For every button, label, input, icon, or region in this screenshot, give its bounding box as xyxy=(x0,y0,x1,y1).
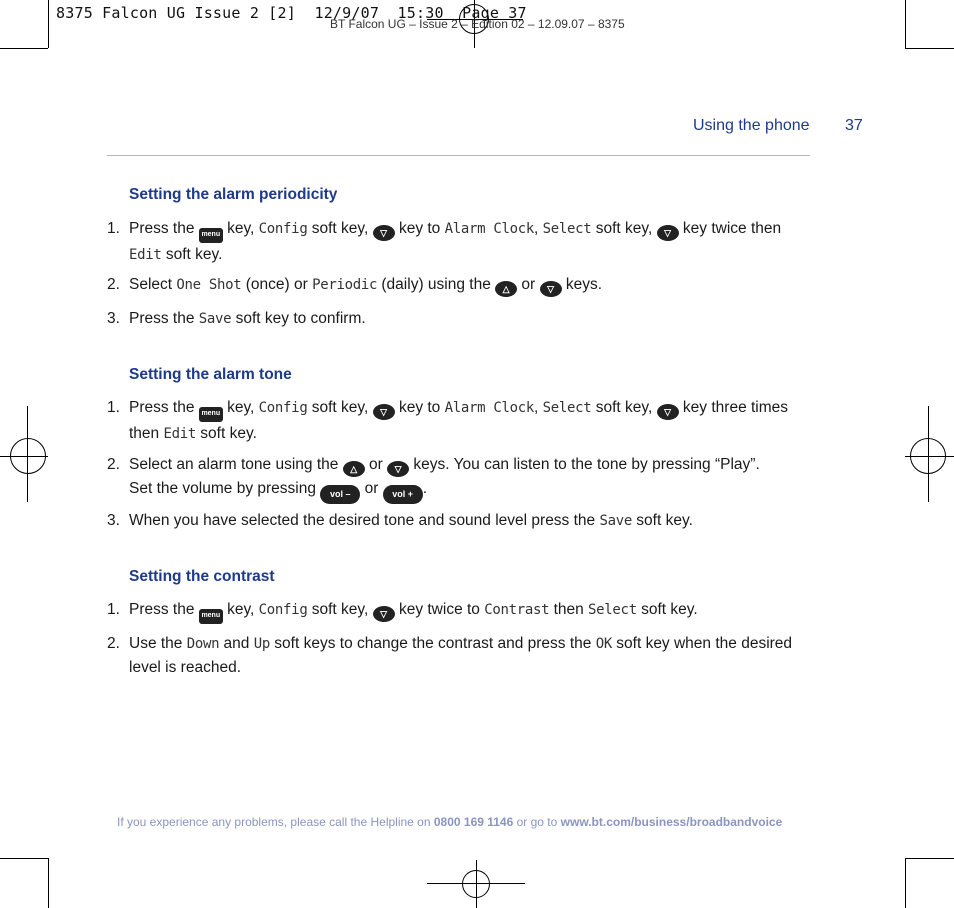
lcd-text: Select xyxy=(542,400,592,416)
down-key-icon: ▽ xyxy=(657,225,679,241)
heading-contrast: Setting the contrast xyxy=(129,568,275,585)
step-text: soft key, xyxy=(307,601,373,618)
step-text: soft key, xyxy=(591,220,657,237)
lcd-text: OK xyxy=(595,636,612,652)
step-text: Select an alarm tone using the xyxy=(129,456,343,473)
lcd-text: Alarm Clock xyxy=(444,400,535,416)
step-text: key, xyxy=(222,220,259,237)
step-tone-1 xyxy=(107,396,817,446)
step-text: key twice to xyxy=(394,601,485,618)
footer-text: If you experience any problems, please call the Helpline on xyxy=(117,815,434,829)
lcd-text: Config xyxy=(258,602,308,618)
down-key-icon: ▽ xyxy=(387,461,409,477)
down-key-icon: ▽ xyxy=(373,606,395,622)
step-number: 3. xyxy=(107,310,120,327)
step-text: soft key. xyxy=(632,512,693,529)
down-key-icon: ▽ xyxy=(373,404,395,420)
crop-mark xyxy=(48,0,49,48)
step-text: soft key, xyxy=(591,399,657,416)
registration-line xyxy=(928,406,929,502)
step-text: or xyxy=(360,480,383,497)
helpline-url: www.bt.com/business/broadbandvoice xyxy=(560,815,783,829)
menu-key-icon: menu xyxy=(199,228,223,243)
step-text: soft key to confirm. xyxy=(231,310,366,327)
step-text: key, xyxy=(222,399,259,416)
up-key-icon: △ xyxy=(495,281,517,297)
lcd-text: Save xyxy=(599,513,632,529)
step-text: soft key, xyxy=(307,220,373,237)
step-text: or xyxy=(517,276,540,293)
step-number: 2. xyxy=(107,635,120,652)
print-slug-secondary: BT Falcon UG – Issue 2 – Edition 02 – 12.09.07 – 8375 xyxy=(330,17,625,31)
step-text: key to xyxy=(394,399,445,416)
menu-key-icon: menu xyxy=(199,407,223,422)
crop-mark xyxy=(0,48,48,49)
step-text: Use the xyxy=(129,635,187,652)
step-text: , xyxy=(534,399,543,416)
registration-line xyxy=(905,456,954,457)
step-text: , xyxy=(534,220,543,237)
crop-mark xyxy=(905,858,954,859)
step-text: key three times then xyxy=(129,399,789,442)
step-text: soft key when the desired level is reached. xyxy=(129,635,793,676)
step-text: soft key, xyxy=(307,399,373,416)
crop-mark xyxy=(905,858,906,908)
step-number: 1. xyxy=(107,601,120,618)
step-tone-2 xyxy=(107,453,817,504)
step-periodicity-1 xyxy=(107,217,817,267)
step-text: soft keys to change the contrast and press the xyxy=(270,635,596,652)
step-text: keys. xyxy=(561,276,603,293)
step-text: key to xyxy=(394,220,445,237)
step-text: Press the xyxy=(129,220,199,237)
lcd-text: Select xyxy=(588,602,637,618)
section-title: Using the phone xyxy=(693,117,810,134)
step-text: . xyxy=(422,480,427,497)
down-key-icon: ▽ xyxy=(540,281,562,297)
heading-alarm-tone: Setting the alarm tone xyxy=(129,366,292,383)
step-text: Press the xyxy=(129,399,199,416)
step-number: 2. xyxy=(107,276,120,293)
crop-mark xyxy=(905,48,954,49)
lcd-text: Periodic xyxy=(312,277,378,293)
page-number: 37 xyxy=(845,117,863,134)
step-number: 2. xyxy=(107,456,120,473)
down-key-icon: ▽ xyxy=(657,404,679,420)
step-text: (daily) using the xyxy=(377,276,496,293)
lcd-text: Contrast xyxy=(484,602,550,618)
step-number: 1. xyxy=(107,399,120,416)
step-text: When you have selected the desired tone and sound level press the xyxy=(129,512,600,529)
step-text: soft key. xyxy=(196,425,257,442)
volume-down-key-icon: vol – xyxy=(320,485,360,504)
lcd-text: Up xyxy=(253,636,270,652)
lcd-text: Config xyxy=(258,221,308,237)
step-text: (once) or xyxy=(241,276,313,293)
registration-line xyxy=(27,406,28,502)
volume-up-key-icon: vol + xyxy=(383,485,423,504)
step-text: key, xyxy=(222,601,259,618)
lcd-text: One Shot xyxy=(176,277,242,293)
helpline-footer xyxy=(117,815,782,829)
crop-mark xyxy=(0,858,48,859)
lcd-text: Edit xyxy=(163,426,196,442)
step-tone-3 xyxy=(107,509,817,533)
step-text: keys. You can listen to the tone by pressing “Play”. xyxy=(409,456,760,473)
step-contrast-1 xyxy=(107,598,817,624)
lcd-text: Edit xyxy=(129,247,162,263)
step-text: key twice then xyxy=(678,220,782,237)
step-text: Press the xyxy=(129,601,199,618)
lcd-text: Save xyxy=(198,311,232,327)
step-number: 3. xyxy=(107,512,120,529)
step-periodicity-2 xyxy=(107,273,817,297)
crop-mark xyxy=(905,0,906,48)
step-number: 1. xyxy=(107,220,120,237)
step-text: soft key. xyxy=(161,246,223,263)
lcd-text: Down xyxy=(186,636,220,652)
registration-line xyxy=(0,456,48,457)
step-contrast-2 xyxy=(107,632,817,679)
down-key-icon: ▽ xyxy=(373,225,395,241)
print-slug: 8375 Falcon UG Issue 2 [2] 12/9/07 15:30 Page 37 xyxy=(56,4,527,22)
registration-line xyxy=(476,860,477,908)
step-text: Set the volume by pressing xyxy=(129,480,321,497)
step-text: and xyxy=(219,635,254,652)
step-text: Press the xyxy=(129,310,199,327)
step-text: or xyxy=(364,456,388,473)
heading-alarm-periodicity: Setting the alarm periodicity xyxy=(129,186,338,203)
crop-mark xyxy=(48,858,49,908)
helpline-number: 0800 169 1146 xyxy=(433,815,514,829)
up-key-icon: △ xyxy=(343,461,365,477)
step-text: then xyxy=(549,601,589,618)
step-text: Select xyxy=(129,276,177,293)
menu-key-icon: menu xyxy=(199,609,223,624)
lcd-text: Select xyxy=(542,221,592,237)
step-text: soft key. xyxy=(636,601,698,618)
header-divider xyxy=(107,155,810,156)
lcd-text: Config xyxy=(258,400,308,416)
footer-text: or go to xyxy=(513,815,561,829)
step-periodicity-3 xyxy=(107,307,817,331)
lcd-text: Alarm Clock xyxy=(444,221,535,237)
